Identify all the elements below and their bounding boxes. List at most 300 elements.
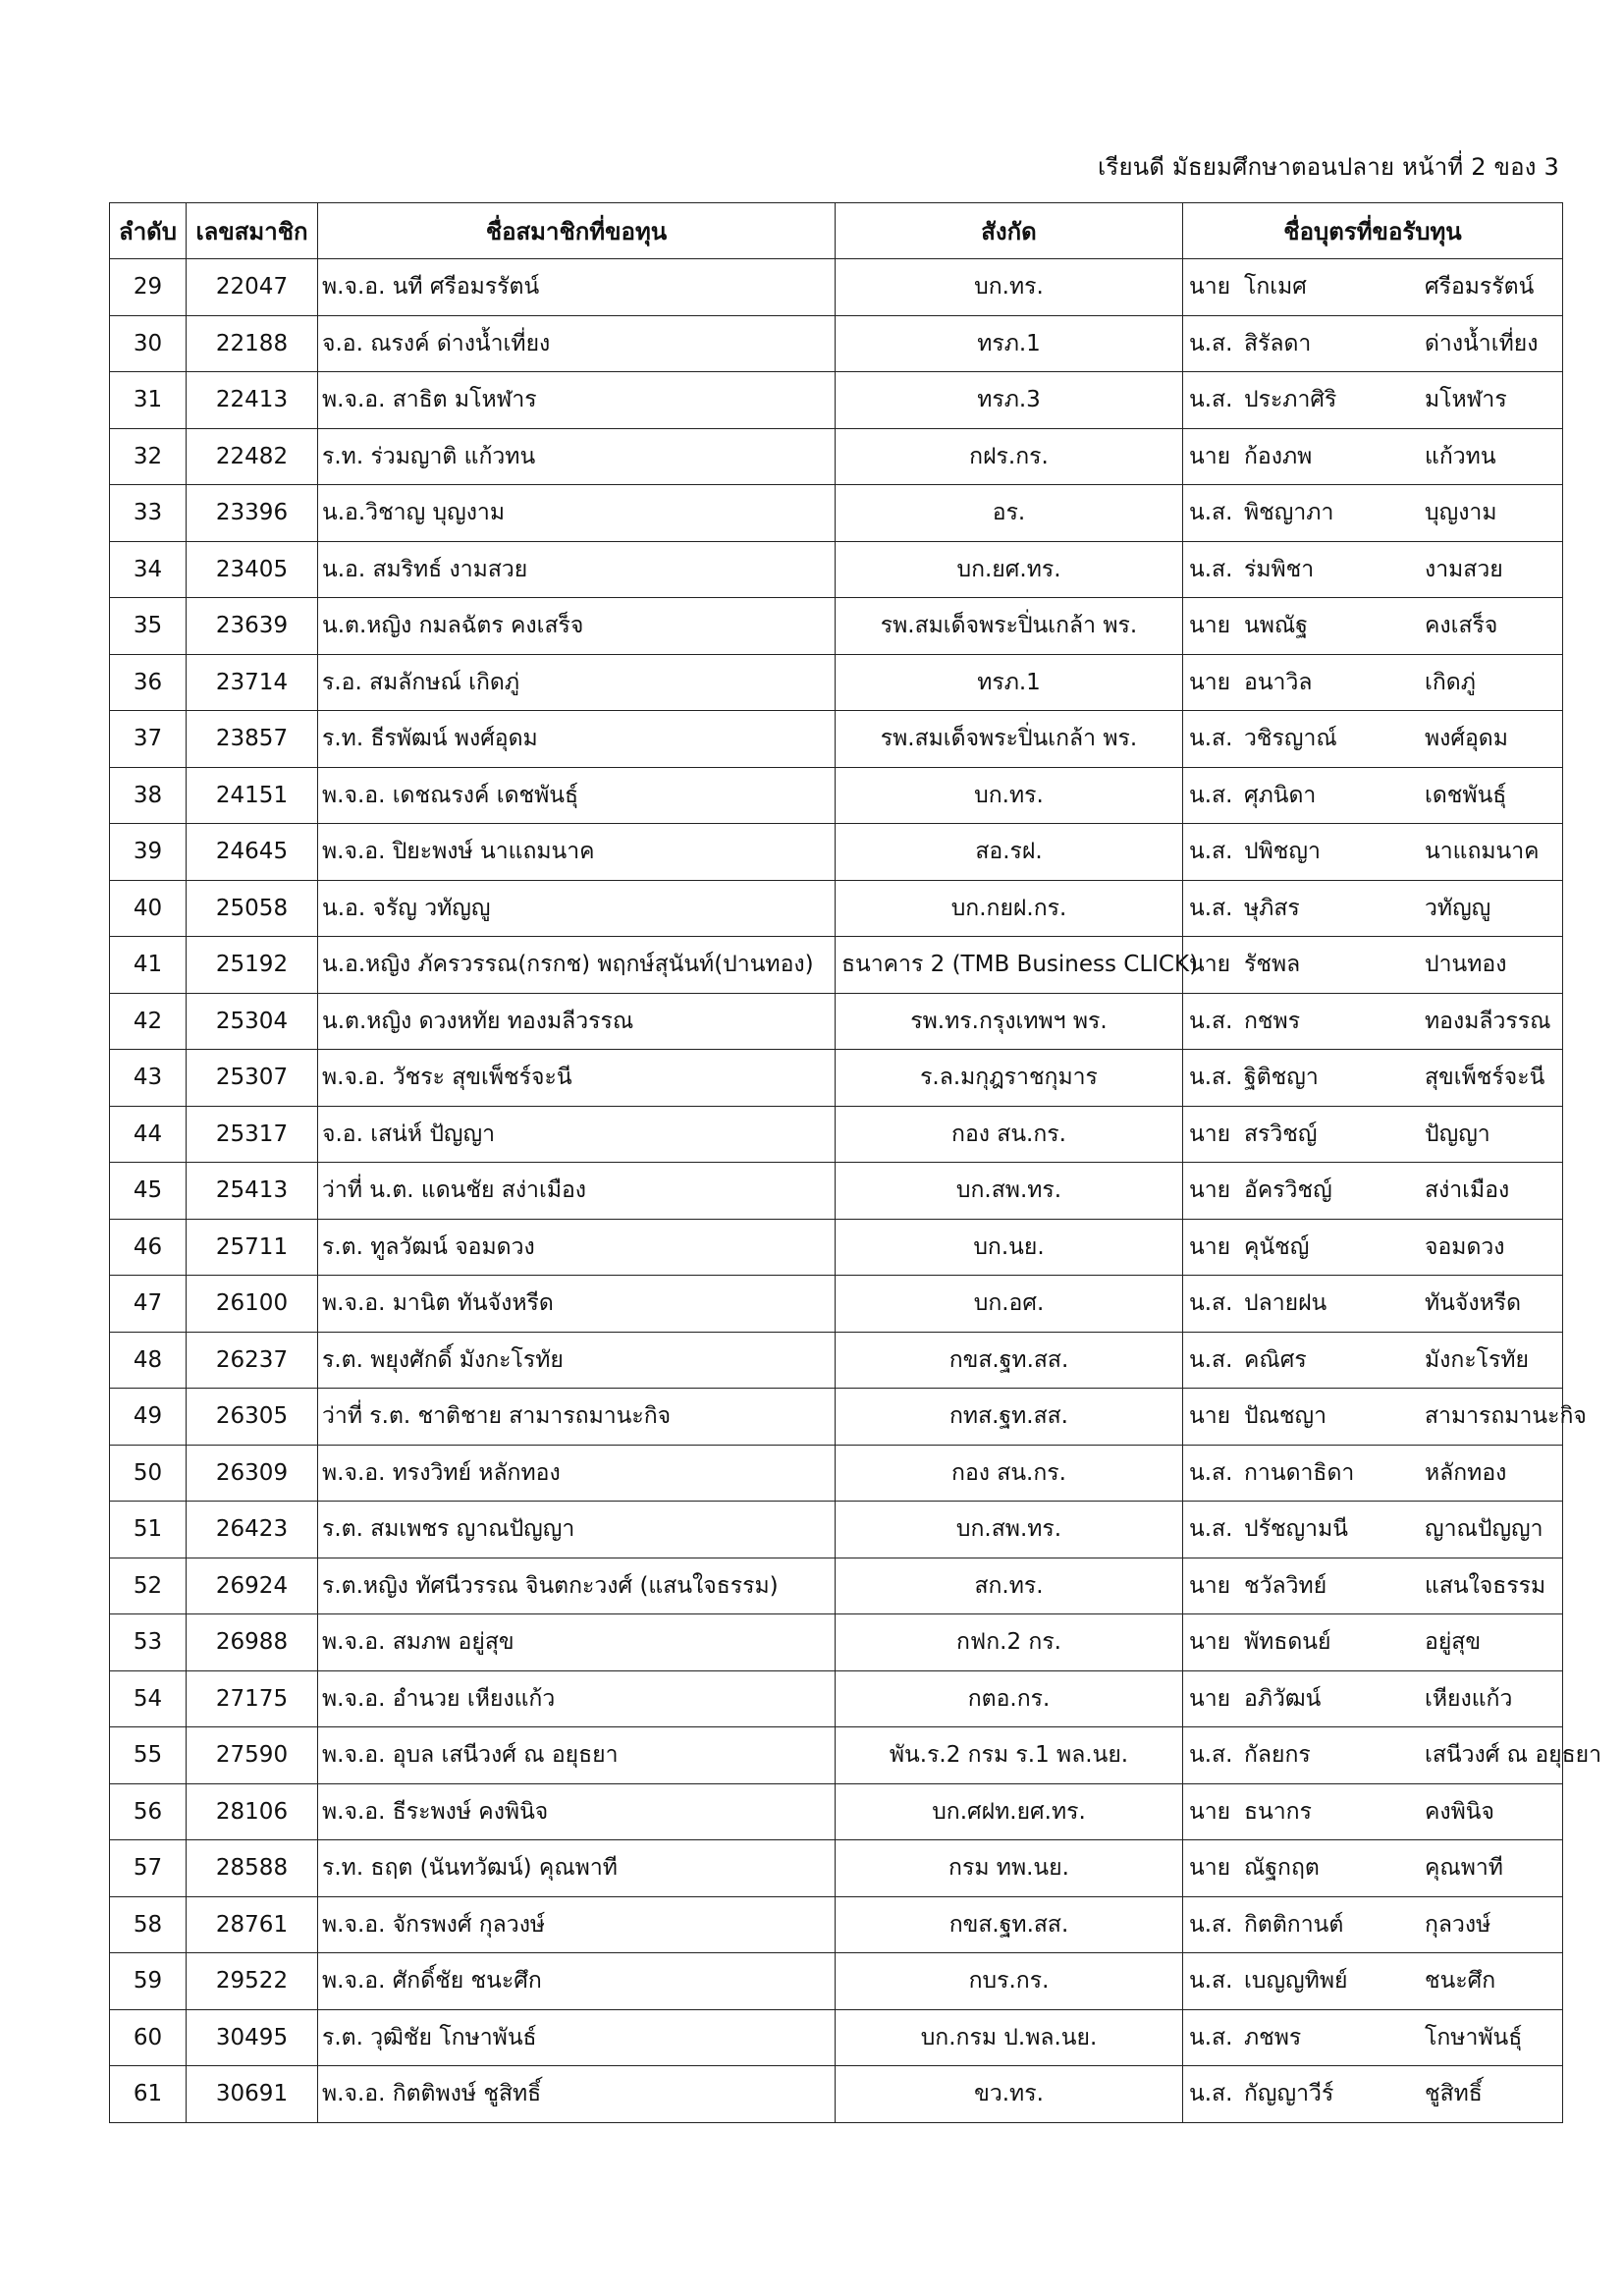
child-title: น.ส. [1189, 782, 1233, 808]
child-last-name: แสนใจธรรม [1425, 1572, 1546, 1599]
child-name [1189, 1342, 1556, 1378]
table-row [110, 1558, 1563, 1614]
row-number: 35 [110, 598, 187, 655]
member-id: 22413 [187, 372, 318, 429]
child-name [1189, 1230, 1556, 1265]
member-unit: ธนาคาร 2 (TMB Business CLICK) [836, 937, 1183, 994]
member-id: 23714 [187, 654, 318, 711]
table-row [110, 1219, 1563, 1276]
child-title: น.ส. [1189, 839, 1233, 865]
row-number: 34 [110, 541, 187, 598]
member-unit: บก.อศ. [836, 1276, 1183, 1333]
child-first-name: พิชญาภา [1244, 500, 1334, 526]
child-name [1189, 1511, 1556, 1547]
table-row [110, 1896, 1563, 1953]
child-name-cell [1183, 1558, 1563, 1614]
child-name-cell [1183, 1445, 1563, 1502]
member-unit: กรม ทพ.นย. [836, 1840, 1183, 1897]
member-unit: บก.สพ.ทร. [836, 1502, 1183, 1558]
child-last-name: นาแถมนาค [1425, 839, 1540, 865]
child-first-name: คณิศร [1244, 1346, 1307, 1373]
child-name [1189, 1568, 1556, 1604]
child-first-name: ปัณชญา [1244, 1403, 1327, 1430]
row-number: 42 [110, 993, 187, 1050]
member-id: 29522 [187, 1953, 318, 2010]
member-unit: กฟก.2 กร. [836, 1614, 1183, 1671]
member-unit: สก.ทร. [836, 1558, 1183, 1614]
child-last-name: ชูสิทธิ์ [1425, 2081, 1483, 2107]
child-name [1189, 1060, 1556, 1095]
member-id: 27175 [187, 1670, 318, 1727]
member-unit: รพ.สมเด็จพระปิ่นเกล้า พร. [836, 711, 1183, 768]
member-unit: ทรภ.1 [836, 315, 1183, 372]
child-name [1189, 1963, 1556, 1998]
child-last-name: เสนีวงศ์ ณ อยุธยา [1425, 1742, 1602, 1769]
child-title: น.ส. [1189, 895, 1233, 921]
child-name-cell [1183, 2066, 1563, 2123]
child-last-name: ทองมลีวรรณ [1425, 1008, 1551, 1034]
child-first-name: ษุภิสร [1244, 895, 1300, 921]
member-id: 22047 [187, 259, 318, 316]
child-last-name: สุขเพ็ชร์จะนี [1425, 1065, 1545, 1091]
child-name [1189, 834, 1556, 869]
table-row [110, 1106, 1563, 1163]
child-first-name: วชิรญาณ์ [1244, 726, 1337, 752]
member-name: ว่าที่ น.ต. แดนชัย สง่าเมือง [318, 1163, 836, 1220]
child-title: นาย [1189, 1798, 1231, 1825]
table-row [110, 1389, 1563, 1446]
table-body [110, 259, 1602, 2123]
row-number: 32 [110, 428, 187, 485]
member-unit: กบร.กร. [836, 1953, 1183, 2010]
child-name-cell [1183, 1614, 1563, 1671]
child-name [1189, 1681, 1556, 1717]
table-row [110, 711, 1563, 768]
table-row [110, 993, 1563, 1050]
table-row [110, 1276, 1563, 1333]
child-name-cell [1183, 1163, 1563, 1220]
child-name [1189, 1398, 1587, 1434]
table-row [110, 1163, 1563, 1220]
child-name [1189, 1173, 1556, 1208]
member-unit: บก.กยฝ.กร. [836, 880, 1183, 937]
member-name: ร.ต. สมเพชร ญาณปัญญา [318, 1502, 836, 1558]
child-name-cell [1183, 1840, 1563, 1897]
row-number: 39 [110, 824, 187, 881]
member-name: พ.จ.อ. สมภพ อยู่สุข [318, 1614, 836, 1671]
row-number: 61 [110, 2066, 187, 2123]
member-id: 28761 [187, 1896, 318, 1953]
child-name-cell [1183, 711, 1563, 768]
member-unit: บก.ทร. [836, 767, 1183, 824]
child-title: นาย [1189, 1177, 1231, 1204]
table-row [110, 315, 1563, 372]
member-name: ร.ต. ทูลวัฒน์ จอมดวง [318, 1219, 836, 1276]
member-unit: ขว.ทร. [836, 2066, 1183, 2123]
member-name: พ.จ.อ. เดชณรงค์ เดชพันธุ์ [318, 767, 836, 824]
row-number: 38 [110, 767, 187, 824]
member-name: พ.จ.อ. อุบล เสนีวงศ์ ณ อยุธยา [318, 1727, 836, 1784]
child-last-name: หลักทอง [1425, 1459, 1507, 1486]
table-row [110, 598, 1563, 655]
child-first-name: รัชพล [1244, 952, 1301, 978]
row-number: 49 [110, 1389, 187, 1446]
child-last-name: สง่าเมือง [1425, 1177, 1510, 1204]
child-title: นาย [1189, 669, 1231, 695]
member-id: 25058 [187, 880, 318, 937]
child-name [1189, 552, 1556, 587]
child-title: น.ส. [1189, 1346, 1233, 1373]
child-name [1189, 1850, 1556, 1886]
row-number: 56 [110, 1783, 187, 1840]
child-first-name: สิรัลดา [1244, 330, 1312, 356]
row-number: 30 [110, 315, 187, 372]
child-name-cell [1183, 654, 1563, 711]
child-name [1189, 439, 1556, 474]
member-name: พ.จ.อ. มานิต ทันจังหรีด [318, 1276, 836, 1333]
member-id: 30495 [187, 2009, 318, 2066]
member-id: 25304 [187, 993, 318, 1050]
member-unit: บก.นย. [836, 1219, 1183, 1276]
member-name: ร.ต.หญิง ทัศนีวรรณ จินตกะวงศ์ (แสนใจธรรม) [318, 1558, 836, 1614]
child-name-cell [1183, 315, 1563, 372]
member-id: 26309 [187, 1445, 318, 1502]
child-name-cell [1183, 1050, 1563, 1107]
child-first-name: ศุภนิดา [1244, 782, 1317, 808]
row-number: 43 [110, 1050, 187, 1107]
child-first-name: ณัฐกฤต [1244, 1855, 1320, 1882]
member-id: 26423 [187, 1502, 318, 1558]
member-id: 25317 [187, 1106, 318, 1163]
member-name: จ.อ. ณรงค์ ด่างน้ำเที่ยง [318, 315, 836, 372]
child-first-name: ก้องภพ [1244, 443, 1313, 469]
member-unit: รพ.สมเด็จพระปิ่นเกล้า พร. [836, 598, 1183, 655]
member-id: 24151 [187, 767, 318, 824]
child-last-name: มโหฬาร [1425, 387, 1507, 413]
child-first-name: กัลยกร [1244, 1742, 1311, 1769]
child-name-cell [1183, 1106, 1563, 1163]
child-last-name: พงศ์อุดม [1425, 726, 1508, 752]
row-number: 57 [110, 1840, 187, 1897]
child-last-name: งามสวย [1425, 556, 1503, 582]
member-name: น.อ. สมริทธ์ งามสวย [318, 541, 836, 598]
child-first-name: โกเมศ [1244, 274, 1307, 301]
member-id: 28588 [187, 1840, 318, 1897]
member-unit: กอง สน.กร. [836, 1106, 1183, 1163]
table-row [110, 1727, 1563, 1784]
member-name: ร.ท. ร่วมญาติ แก้วทน [318, 428, 836, 485]
child-title: น.ส. [1189, 1459, 1233, 1486]
member-unit: บก.ทร. [836, 259, 1183, 316]
child-title: นาย [1189, 443, 1231, 469]
child-first-name: กิตติกานต์ [1244, 1911, 1344, 1938]
child-name [1189, 1117, 1556, 1152]
child-last-name: ชนะศึก [1425, 1968, 1496, 1995]
member-name: พ.จ.อ. อำนวย เหียงแก้ว [318, 1670, 836, 1727]
member-id: 25711 [187, 1219, 318, 1276]
child-first-name: ธนากร [1244, 1798, 1312, 1825]
child-last-name: คงเสร็จ [1425, 613, 1498, 639]
child-name [1189, 721, 1556, 756]
member-name: พ.จ.อ. ธีระพงษ์ คงพินิจ [318, 1783, 836, 1840]
child-title: น.ส. [1189, 1065, 1233, 1091]
member-unit: กตอ.กร. [836, 1670, 1183, 1727]
child-name-cell [1183, 598, 1563, 655]
row-number: 37 [110, 711, 187, 768]
child-name-cell [1183, 1783, 1563, 1840]
child-last-name: กุลวงษ์ [1425, 1911, 1491, 1938]
member-unit: อร. [836, 485, 1183, 542]
child-first-name: กานดาธิดา [1244, 1459, 1355, 1486]
row-number: 44 [110, 1106, 187, 1163]
child-last-name: เกิดภู่ [1425, 669, 1476, 695]
child-first-name: อัครวิชญ์ [1244, 1177, 1332, 1204]
table-row [110, 654, 1563, 711]
member-unit: ทรภ.3 [836, 372, 1183, 429]
child-name [1189, 608, 1556, 643]
child-name-cell [1183, 541, 1563, 598]
child-name [1189, 1455, 1556, 1491]
child-title: นาย [1189, 952, 1231, 978]
table-row [110, 1953, 1563, 2010]
member-name: น.อ.หญิง ภัครวรรณ(กรกช) พฤกษ์สุนันท์(ปานทอง) [318, 937, 836, 994]
child-title: น.ส. [1189, 1516, 1233, 1543]
member-unit: กฝร.กร. [836, 428, 1183, 485]
row-number: 51 [110, 1502, 187, 1558]
child-name-cell [1183, 937, 1563, 994]
child-first-name: อภิวัฒน์ [1244, 1685, 1322, 1712]
child-name [1189, 947, 1556, 982]
child-title: น.ส. [1189, 1008, 1233, 1034]
member-name: พ.จ.อ. กิตติพงษ์ ชูสิทธิ์ [318, 2066, 836, 2123]
table-row [110, 1050, 1563, 1107]
child-name-cell [1183, 485, 1563, 542]
child-last-name: คุณพาที [1425, 1855, 1503, 1882]
child-name [1189, 1285, 1556, 1321]
child-first-name: ปพิชญา [1244, 839, 1321, 865]
row-number: 48 [110, 1332, 187, 1389]
child-name-cell [1183, 1219, 1563, 1276]
child-first-name: ร่มพิชา [1244, 556, 1315, 582]
row-number: 50 [110, 1445, 187, 1502]
member-id: 23857 [187, 711, 318, 768]
table-row [110, 428, 1563, 485]
child-name [1189, 1004, 1556, 1039]
table-row [110, 1445, 1563, 1502]
child-last-name: วทัญญู [1425, 895, 1491, 921]
child-title: น.ส. [1189, 556, 1233, 582]
table-row [110, 1840, 1563, 1897]
child-name-cell [1183, 824, 1563, 881]
child-name-cell [1183, 1332, 1563, 1389]
member-id: 25192 [187, 937, 318, 994]
child-title: น.ส. [1189, 1968, 1233, 1995]
child-last-name: อยู่สุข [1425, 1629, 1482, 1656]
child-name-cell [1183, 1502, 1563, 1558]
child-last-name: เหียงแก้ว [1425, 1685, 1513, 1712]
table-row [110, 880, 1563, 937]
child-title: นาย [1189, 1629, 1231, 1656]
table-row [110, 937, 1563, 994]
child-title: นาย [1189, 1233, 1231, 1260]
child-last-name: ด่างน้ำเที่ยง [1425, 330, 1539, 356]
child-name [1189, 778, 1556, 813]
child-title: นาย [1189, 1855, 1231, 1882]
member-unit: ทรภ.1 [836, 654, 1183, 711]
row-number: 31 [110, 372, 187, 429]
child-title: น.ส. [1189, 1742, 1233, 1769]
child-first-name: ชวัลวิทย์ [1244, 1572, 1327, 1599]
child-first-name: ปลายฝน [1244, 1290, 1327, 1317]
child-last-name: แก้วทน [1425, 443, 1496, 469]
child-last-name: สามารถมานะกิจ [1425, 1403, 1587, 1430]
row-number: 55 [110, 1727, 187, 1784]
table-row [110, 259, 1563, 316]
member-name: พ.จ.อ. นที ศรีอมรรัตน์ [318, 259, 836, 316]
child-name [1189, 2076, 1556, 2111]
row-number: 53 [110, 1614, 187, 1671]
member-name: พ.จ.อ. สาธิต มโหฬาร [318, 372, 836, 429]
table-row [110, 2009, 1563, 2066]
child-name [1189, 495, 1556, 530]
child-first-name: พัทธดนย์ [1244, 1629, 1331, 1656]
child-name-cell [1183, 767, 1563, 824]
child-last-name: ศรีอมรรัตน์ [1425, 274, 1535, 301]
table-row [110, 1783, 1563, 1840]
child-name-cell [1183, 1670, 1563, 1727]
child-title: น.ส. [1189, 387, 1233, 413]
table-row [110, 2066, 1563, 2123]
member-name: น.ต.หญิง ดวงหทัย ทองมลีวรรณ [318, 993, 836, 1050]
member-name: พ.จ.อ. วัชระ สุขเพ็ชร์จะนี [318, 1050, 836, 1107]
member-id: 26237 [187, 1332, 318, 1389]
member-name: ว่าที่ ร.ต. ชาติชาย สามารถมานะกิจ [318, 1389, 836, 1446]
column-header-unit: สังกัด [836, 203, 1183, 259]
member-id: 25307 [187, 1050, 318, 1107]
member-name: พ.จ.อ. ทรงวิทย์ หลักทอง [318, 1445, 836, 1502]
child-name [1189, 326, 1556, 361]
child-first-name: กชพร [1244, 1008, 1301, 1034]
child-name-cell [1183, 880, 1563, 937]
row-number: 40 [110, 880, 187, 937]
child-title: น.ส. [1189, 1290, 1233, 1317]
member-table-container [109, 202, 1602, 2123]
child-last-name: มังกะโรทัย [1425, 1346, 1530, 1373]
member-table [109, 202, 1602, 2123]
row-number: 29 [110, 259, 187, 316]
child-title: นาย [1189, 1403, 1231, 1430]
member-unit: สอ.รฝ. [836, 824, 1183, 881]
child-last-name: บุญงาม [1425, 500, 1497, 526]
child-last-name: ปานทอง [1425, 952, 1507, 978]
child-last-name: เดชพันธุ์ [1425, 782, 1507, 808]
member-unit: บก.ศฝท.ยศ.ทร. [836, 1783, 1183, 1840]
column-header-member-id: เลขสมาชิก [187, 203, 318, 259]
child-last-name: จอมดวง [1425, 1233, 1505, 1260]
child-name [1189, 1737, 1602, 1773]
member-name: พ.จ.อ. จักรพงศ์ กุลวงษ์ [318, 1896, 836, 1953]
member-id: 26305 [187, 1389, 318, 1446]
member-unit: บก.ยศ.ทร. [836, 541, 1183, 598]
row-number: 60 [110, 2009, 187, 2066]
child-last-name: ปัญญา [1425, 1121, 1490, 1147]
row-number: 59 [110, 1953, 187, 2010]
column-header-no: ลำดับ [110, 203, 187, 259]
child-name-cell [1183, 1896, 1563, 1953]
child-title: น.ส. [1189, 500, 1233, 526]
child-name-cell [1183, 1953, 1563, 2010]
member-id: 22188 [187, 315, 318, 372]
row-number: 41 [110, 937, 187, 994]
child-name-cell [1183, 1276, 1563, 1333]
child-name-cell [1183, 428, 1563, 485]
member-name: ร.ท. ธฤต (นันทวัฒน์) คุณพาที [318, 1840, 836, 1897]
row-number: 45 [110, 1163, 187, 1220]
child-title: น.ส. [1189, 726, 1233, 752]
child-first-name: เบญญทิพย์ [1244, 1968, 1348, 1995]
child-name [1189, 1794, 1556, 1830]
child-name-cell [1183, 2009, 1563, 2066]
member-name: ร.ต. วุฒิชัย โกษาพันธ์ [318, 2009, 836, 2066]
member-id: 28106 [187, 1783, 318, 1840]
child-first-name: กัญญาวีร์ [1244, 2081, 1334, 2107]
child-name [1189, 1624, 1556, 1660]
table-row [110, 541, 1563, 598]
member-name: พ.จ.อ. ปิยะพงษ์ นาแถมนาค [318, 824, 836, 881]
child-name [1189, 269, 1556, 304]
child-name [1189, 665, 1556, 700]
child-title: นาย [1189, 274, 1231, 301]
child-last-name: ทันจังหรีด [1425, 1290, 1522, 1317]
column-header-member-name: ชื่อสมาชิกที่ขอทุน [318, 203, 836, 259]
child-title: นาย [1189, 1685, 1231, 1712]
child-title: นาย [1189, 1572, 1231, 1599]
child-name [1189, 2020, 1556, 2055]
child-first-name: อนาวิล [1244, 669, 1313, 695]
row-number: 52 [110, 1558, 187, 1614]
member-unit: บก.กรม ป.พล.นย. [836, 2009, 1183, 2066]
member-id: 26924 [187, 1558, 318, 1614]
child-name-cell [1183, 993, 1563, 1050]
member-name: จ.อ. เสน่ห์ ปัญญา [318, 1106, 836, 1163]
child-title: น.ส. [1189, 1911, 1233, 1938]
child-name-cell [1183, 1389, 1587, 1446]
child-name-cell [1183, 372, 1563, 429]
child-title: น.ส. [1189, 2081, 1233, 2107]
child-title: นาย [1189, 613, 1231, 639]
member-name: พ.จ.อ. ศักดิ์ชัย ชนะศึก [318, 1953, 836, 2010]
child-first-name: คุนัชญ์ [1244, 1233, 1310, 1260]
member-id: 30691 [187, 2066, 318, 2123]
child-title: น.ส. [1189, 330, 1233, 356]
table-row [110, 1670, 1563, 1727]
member-unit: รพ.ทร.กรุงเทพฯ พร. [836, 993, 1183, 1050]
table-header-row [110, 203, 1563, 259]
row-number: 54 [110, 1670, 187, 1727]
child-title: น.ส. [1189, 2024, 1233, 2050]
member-id: 23639 [187, 598, 318, 655]
table-row [110, 767, 1563, 824]
child-name-cell [1183, 1727, 1602, 1784]
table-row [110, 1614, 1563, 1671]
member-id: 23396 [187, 485, 318, 542]
child-name [1189, 891, 1556, 926]
member-name: ร.ท. ธีรพัฒน์ พงศ์อุดม [318, 711, 836, 768]
column-header-child-name: ชื่อบุตรที่ขอรับทุน [1183, 203, 1563, 259]
member-unit: กอง สน.กร. [836, 1445, 1183, 1502]
member-name: น.อ.วิชาญ บุญงาม [318, 485, 836, 542]
child-first-name: ภชพร [1244, 2024, 1302, 2050]
